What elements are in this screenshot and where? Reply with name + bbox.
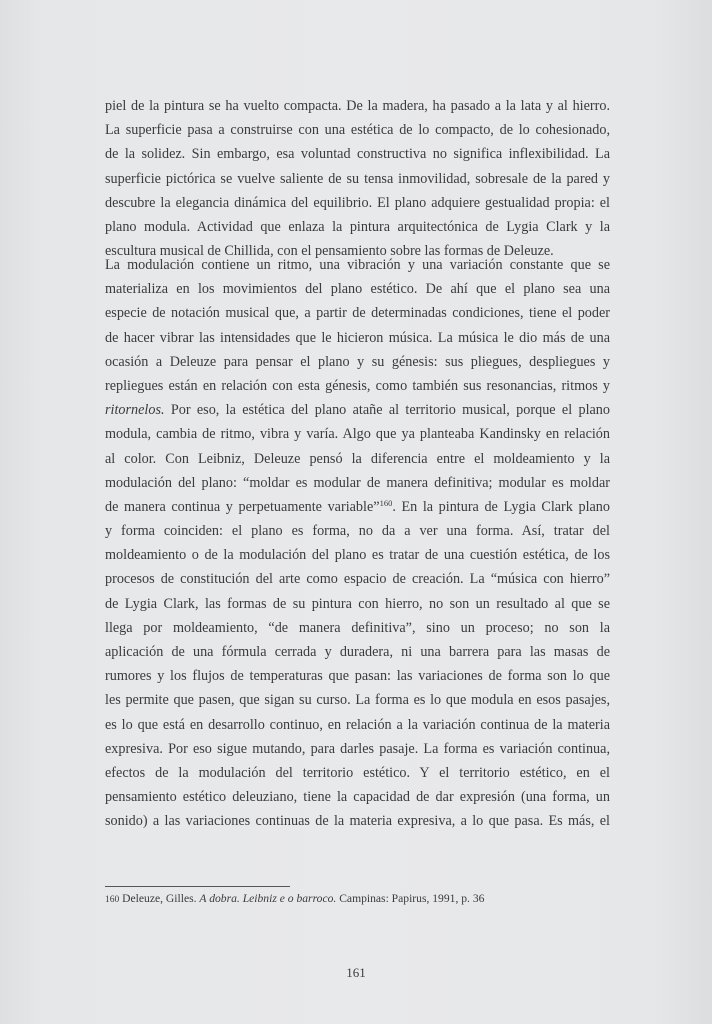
text-line: ocasión a Deleuze para pensar el plano y su génesis: sus pliegues, despliegues y (105, 353, 610, 370)
text-line: aplicación de una fórmula cerrada y duradera, ni una barrera para las masas de (105, 644, 610, 660)
text-line: materializa en los movimientos del plano estético. De ahí que el plano sea una (105, 281, 610, 298)
text-line: expresiva. Por eso sigue mutando, para darles pasaje. La forma es variación continua, (105, 740, 610, 757)
text-line: superficie pictórica se vuelve saliente de su tensa inmovilidad, sobresale de la pared y (105, 170, 610, 187)
text-line: efectos de la modulación del territorio estético. Y el territorio estético, en el (105, 764, 610, 781)
text-line-with-footnote-ref (105, 495, 610, 519)
footnote-divider (105, 886, 290, 887)
text-line: procesos de constitución del arte como espacio de creación. La “música con hierro” (105, 571, 610, 588)
text-line: modula, cambia de ritmo, vibra y varía. Algo que ya planteaba Kandinsky en relación (105, 426, 610, 443)
text-line-with-italic (105, 398, 610, 422)
text-line: escultura musical de Chillida, con el pensamiento sobre las formas de Deleuze. (105, 243, 554, 260)
text-line: piel de la pintura se ha vuelto compacta. De la madera, ha pasado a la lata y al hierro. (105, 98, 610, 114)
text-line: de la solidez. Sin embargo, esa voluntad constructiva no significa inflexibilidad. La (105, 146, 610, 163)
text-line: La modulación contiene un ritmo, una vibración y una variación constante que se (105, 257, 610, 273)
text-line: modulación del plano: “moldar es modular de manera definitiva; modular es moldar (105, 474, 610, 491)
text-line: pensamiento estético deleuziano, tiene la capacidad de dar expresión (una forma, un (105, 789, 610, 806)
text-line: es lo que está en desarrollo continuo, en relación a la variación continua de la materia (105, 716, 610, 733)
text-line: les permite que pasen, que sigan su curso. La forma es lo que modula en esos pasajes, (105, 692, 610, 709)
italic-term: ritornelos. (105, 402, 165, 419)
footnote-title: A dobra. Leibniz e o barroco. (199, 892, 337, 905)
footnote-author: Deleuze, Gilles. (119, 892, 200, 905)
text-line: llega por moldeamiento, “de manera definitiva”, sino un proceso; no son la (105, 619, 610, 636)
text-line: de hacer vibrar las intensidades que le hicieron música. La música le dio más de una (105, 329, 610, 346)
paragraph-1 (105, 94, 610, 263)
text-fragment: . En la pintura de Lygia Clark plano (392, 498, 610, 515)
text-line: rumores y los flujos de temperaturas que pasan: las variaciones de forma son lo que (105, 668, 610, 685)
text-line: descubre la elegancia dinámica del equilibrio. El plano adquiere gestualidad propia: el (105, 194, 610, 211)
footnote-number: 160 (105, 895, 120, 905)
footnote-publication: Campinas: Papirus, 1991, p. 36 (336, 892, 485, 905)
page-number: 161 (346, 965, 366, 980)
text-line: al color. Con Leibniz, Deleuze pensó la diferencia entre el moldeamiento y la (105, 450, 610, 467)
text-line: La superficie pasa a construirse con una estética de lo compacto, de lo cohesionado, (105, 122, 610, 139)
text-fragment: Por eso, la estética del plano atañe al territorio musical, porque el plano (164, 402, 610, 419)
text-line: plano modula. Actividad que enlaza la pintura arquitectónica de Lygia Clark y la (105, 218, 610, 235)
footnote (105, 892, 610, 905)
paragraph-2 (105, 253, 610, 834)
footnote-reference[interactable]: 160 (379, 497, 393, 508)
text-line: especie de notación musical que, a partir de determinadas condiciones, tiene el poder (105, 305, 610, 322)
text-line: sonido) a las variaciones continuas de la materia expresiva, a lo que pasa. Es más, el (105, 813, 610, 830)
text-line: y forma coinciden: el plano es forma, no da a ver una forma. Así, tratar del (105, 523, 610, 540)
text-line: de Lygia Clark, las formas de su pintura con hierro, no son un resultado al que se (105, 595, 610, 612)
text-line: moldeamiento o de la modulación del plano es tratar de una cuestión estética, de los (105, 547, 610, 564)
text-fragment: de manera continua y perpetuamente variable” (105, 498, 380, 515)
text-line: repliegues están en relación con esta génesis, como también sus resonancias, ritmos y (105, 377, 610, 394)
